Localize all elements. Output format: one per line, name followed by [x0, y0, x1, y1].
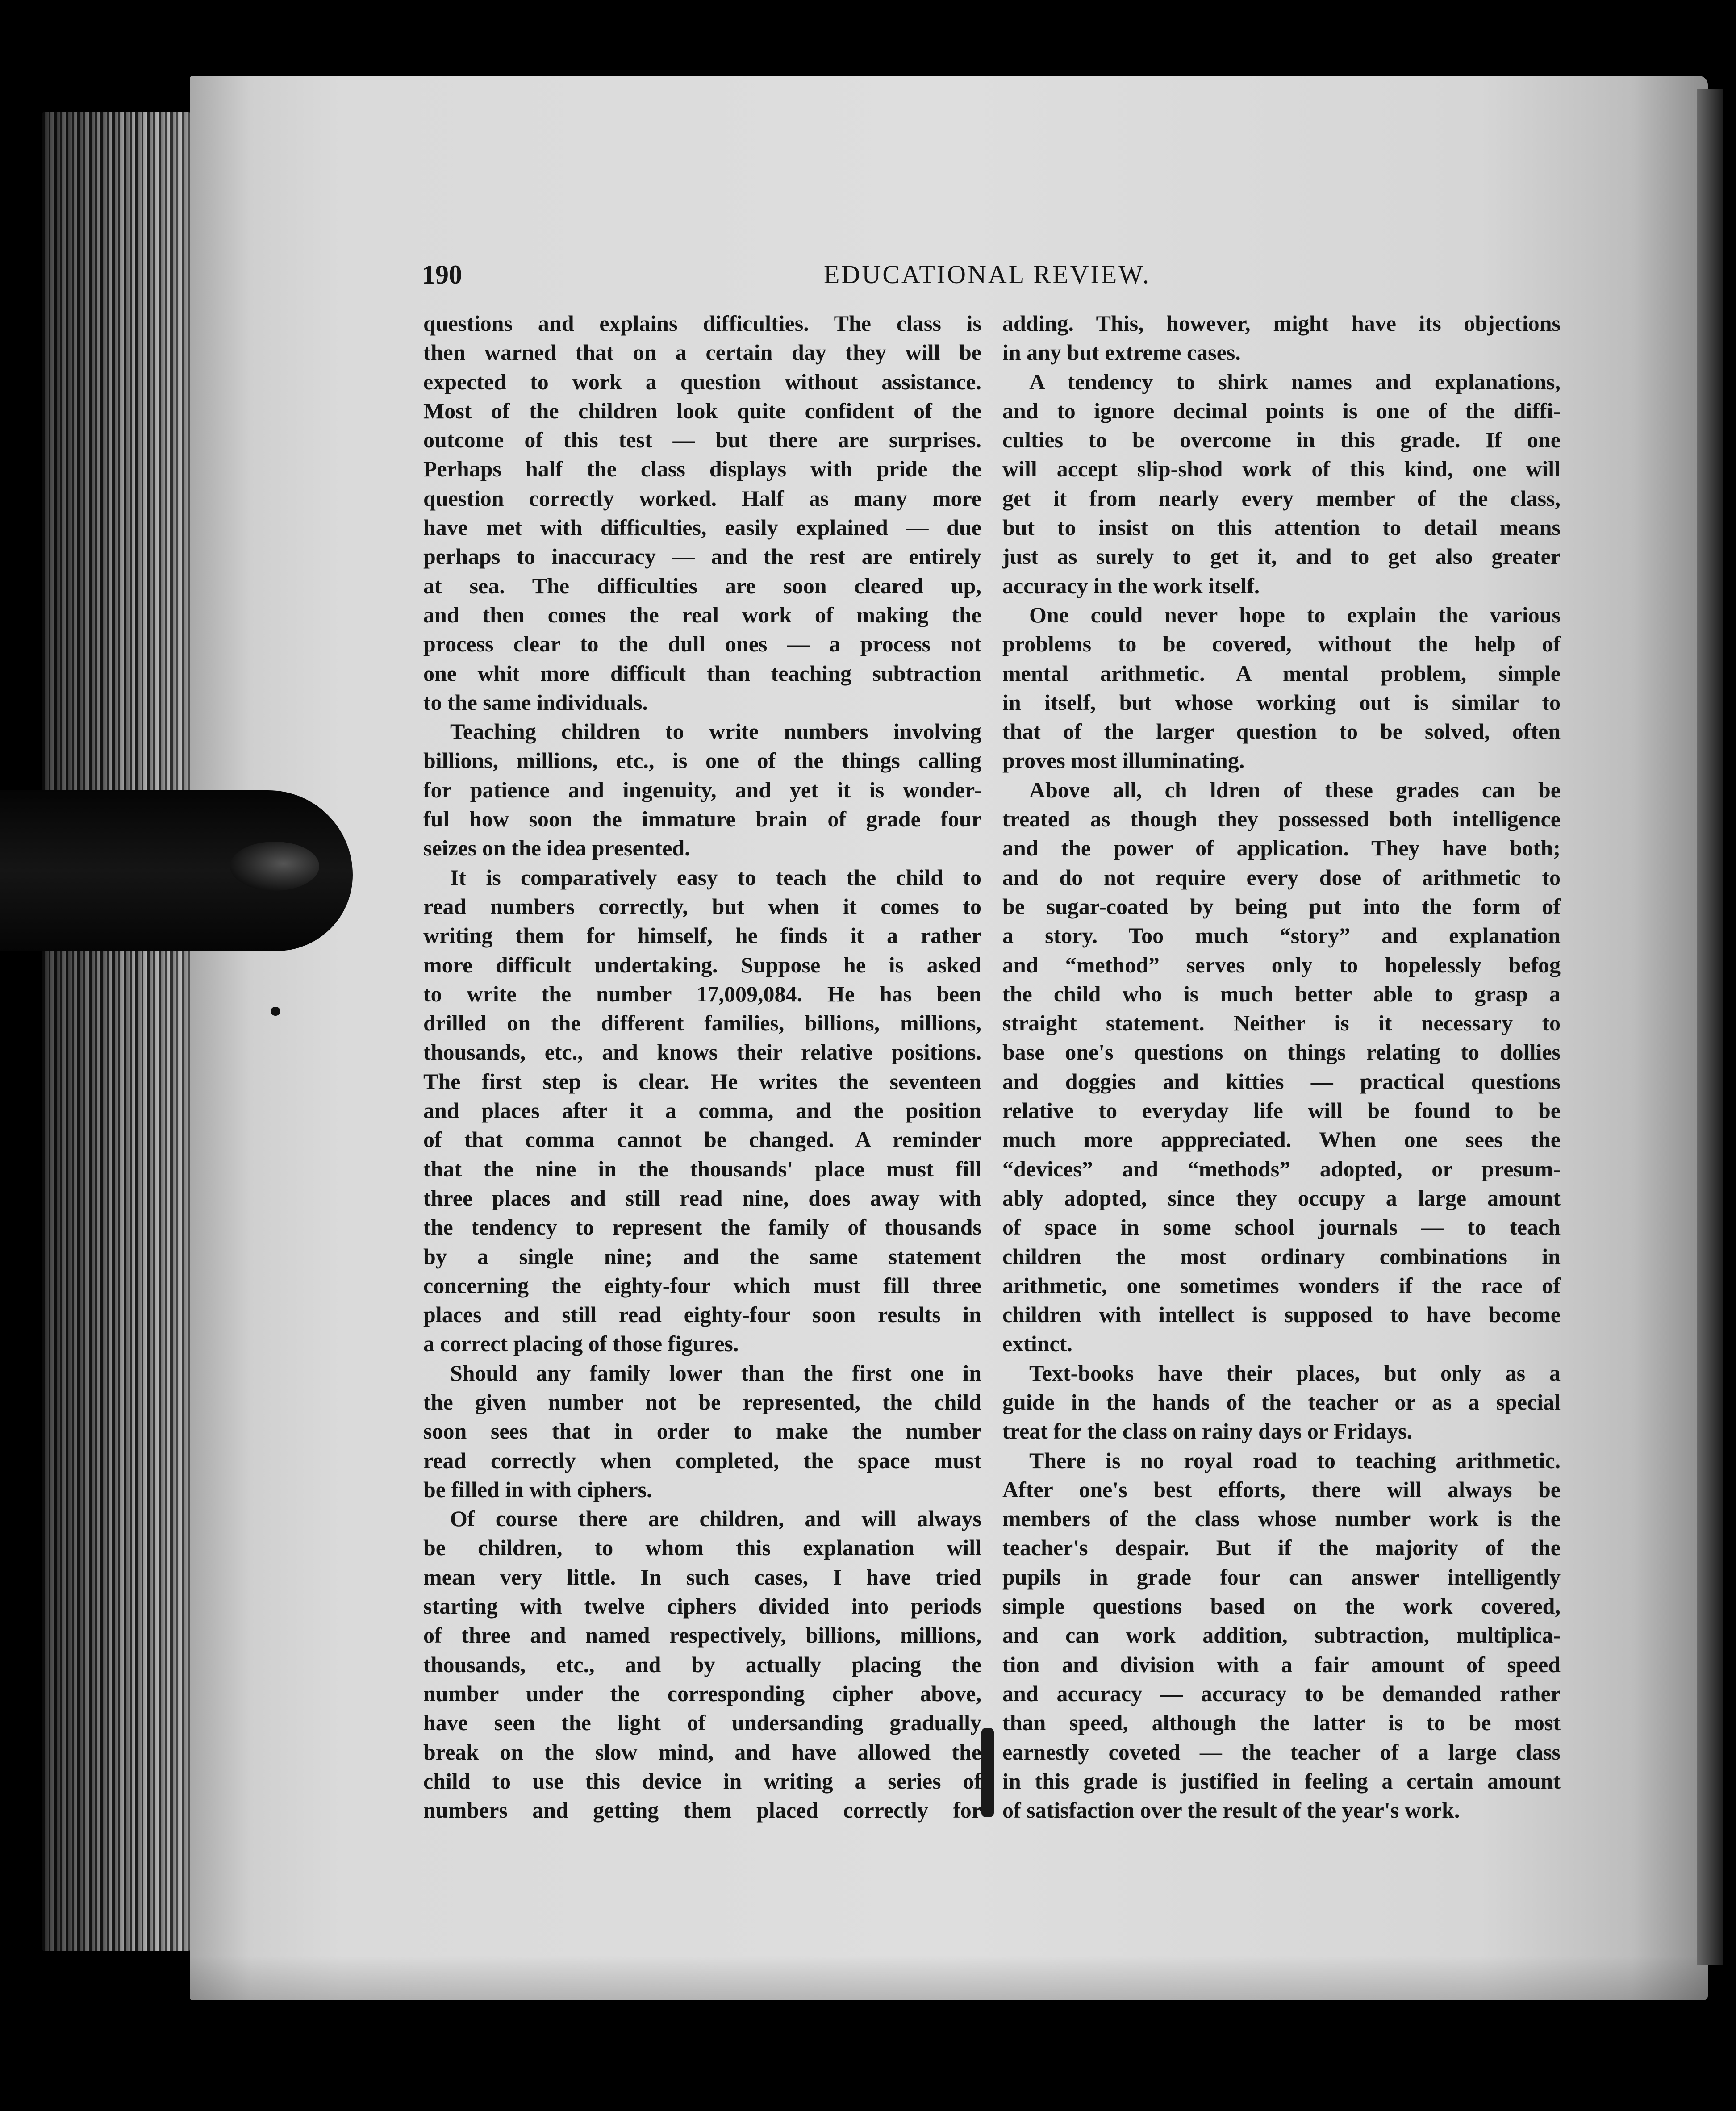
left-column-line: perhaps to inaccuracy — and the rest are entirely [423, 544, 981, 569]
left-column-line: have seen the light of undersanding gradually [423, 1710, 981, 1736]
left-column-line: soon sees that in order to make the number [423, 1418, 981, 1444]
left-column-line: questions and explains difficulties. The class is [423, 311, 981, 336]
right-column-line: guide in the hands of the teacher or as a special [1002, 1389, 1561, 1414]
left-column-line: three places and still read nine, does away with [423, 1185, 981, 1210]
left-column-line: Perhaps half the class displays with pride the [423, 456, 981, 482]
left-column-line: outcome of this test — but there are surprises. [423, 427, 981, 453]
right-column-line: pupils in grade four can answer intelligently [1002, 1564, 1561, 1590]
left-column-line: to the same individuals. [423, 689, 648, 715]
right-column-line: mental arithmetic. A mental problem, simple [1002, 660, 1561, 686]
left-column-line: numbers and getting them placed correctly for [423, 1798, 981, 1823]
left-column-line: and places after it a comma, and the position [423, 1098, 981, 1123]
left-column-line: then warned that on a certain day they will be [423, 340, 981, 365]
left-column-line: It is comparatively easy to teach the child to [450, 864, 981, 890]
page-bottom-shadow [190, 1956, 1708, 2000]
right-column-line: that of the larger question to be solved, often [1002, 719, 1561, 744]
left-column-line: expected to work a question without assistance. [423, 369, 981, 394]
right-column-line: and the power of application. They have both; [1002, 835, 1561, 861]
left-column-line: number under the corresponding cipher above, [423, 1681, 981, 1706]
thumbnail-highlight [230, 842, 319, 891]
right-column-line: of space in some school journals — to teach [1002, 1214, 1561, 1240]
right-column-line: simple questions based on the work covered, [1002, 1594, 1561, 1619]
right-column-line: problems to be covered, without the help of [1002, 631, 1561, 657]
right-column-line: and to ignore decimal points is one of the diffi- [1002, 398, 1561, 423]
right-column-line: tion and division with a fair amount of speed [1002, 1652, 1561, 1677]
right-column-line: A tendency to shirk names and explanations, [1029, 369, 1561, 394]
left-column-line: more difficult undertaking. Suppose he is asked [423, 952, 981, 977]
right-column-line: and “method” serves only to hopelessly befog [1002, 952, 1561, 977]
right-column-line: One could never hope to explain the various [1029, 602, 1561, 627]
ink-speck [271, 1007, 280, 1016]
right-column-line: a story. Too much “story” and explanation [1002, 923, 1561, 948]
right-column-line: Text-books have their places, but only as a [1029, 1360, 1561, 1385]
right-column-line: There is no royal road to teaching arithmetic. [1029, 1448, 1561, 1473]
gutter-ink-mark [981, 1728, 994, 1817]
left-column-line: The first step is clear. He writes the seventeen [423, 1068, 981, 1094]
journal-title: EDUCATIONAL REVIEW. [824, 260, 1151, 289]
page-right-edge [1697, 89, 1723, 1965]
right-column-line: arithmetic, one sometimes wonders if the race of [1002, 1272, 1561, 1298]
left-column-line: Of course there are children, and will always [450, 1506, 981, 1531]
right-column-line: of satisfaction over the result of the year's work. [1002, 1798, 1460, 1823]
left-column-line: Teaching children to write numbers involving [450, 719, 981, 744]
left-column-line: writing them for himself, he finds it a rather [423, 923, 981, 948]
left-column-line: places and still read eighty-four soon results in [423, 1302, 981, 1327]
right-column-line: Above all, ch ldren of these grades can be [1029, 777, 1561, 802]
left-column-line: drilled on the different families, billions, millions, [423, 1010, 981, 1036]
left-column-line: be children, to whom this explanation will [423, 1535, 981, 1560]
left-column-line: a correct placing of those figures. [423, 1331, 739, 1356]
left-column-line: concerning the eighty-four which must fill three [423, 1272, 981, 1298]
left-column-line: and then comes the real work of making the [423, 602, 981, 627]
left-column-line: mean very little. In such cases, I have tried [423, 1564, 981, 1590]
left-column-line: process clear to the dull ones — a process not [423, 631, 981, 657]
left-column-line: read numbers correctly, but when it comes to [423, 893, 981, 919]
right-column-line: than speed, although the latter is to be most [1002, 1710, 1561, 1736]
left-column-line: at sea. The difficulties are soon cleared up, [423, 573, 981, 598]
right-column-line: culties to be overcome in this grade. If one [1002, 427, 1561, 453]
left-column-line: by a single nine; and the same statement [423, 1243, 981, 1269]
right-column-line: the child who is much better able to grasp a [1002, 981, 1561, 1006]
right-column-line: straight statement. Neither is it necessary to [1002, 1010, 1561, 1036]
right-column-line: ably adopted, since they occupy a large amount [1002, 1185, 1561, 1210]
left-column-line: the tendency to represent the family of thousands [423, 1214, 981, 1240]
left-column-line: Most of the children look quite confident of the [423, 398, 981, 423]
left-column-line: thousands, etc., and by actually placing the [423, 1652, 981, 1677]
left-column-line: be filled in with ciphers. [423, 1477, 652, 1502]
right-column-line: and can work addition, subtraction, multiplica- [1002, 1623, 1561, 1648]
right-column-line: much more apppreciated. When one sees the [1002, 1127, 1561, 1152]
left-column-line: child to use this device in writing a series of [423, 1768, 981, 1794]
right-column-line: extinct. [1002, 1331, 1072, 1356]
left-column-line: Should any family lower than the first one in [450, 1360, 981, 1385]
right-column-line: and accuracy — accuracy to be demanded rather [1002, 1681, 1561, 1706]
right-column-line: treat for the class on rainy days or Fridays. [1002, 1418, 1413, 1444]
right-column-line: base one's questions on things relating to dollies [1002, 1039, 1561, 1065]
left-column-line: one whit more difficult than teaching subtraction [423, 660, 981, 686]
left-column-line: read correctly when completed, the space must [423, 1448, 981, 1473]
right-column-line: children with intellect is supposed to have become [1002, 1302, 1561, 1327]
left-column-line: seizes on the idea presented. [423, 835, 690, 861]
right-column-line: in any but extreme cases. [1002, 340, 1241, 365]
right-column-line: in itself, but whose working out is similar to [1002, 689, 1561, 715]
left-column-line: ful how soon the immature brain of grade four [423, 806, 981, 832]
right-column-line: in this grade is justified in feeling a certain amount [1002, 1768, 1561, 1794]
right-column-line: relative to everyday life will be found to be [1002, 1098, 1561, 1123]
left-column-line: of three and named respectively, billions, millions, [423, 1623, 981, 1648]
right-column-line: but to insist on this attention to detail means [1002, 515, 1561, 540]
page-stack-shadow [42, 112, 190, 1951]
left-column-line: thousands, etc., and knows their relative positions. [423, 1039, 981, 1065]
right-column [1002, 309, 1561, 1825]
left-column-line: have met with difficulties, easily explained — due [423, 515, 981, 540]
right-column-line: teacher's despair. But if the majority of the [1002, 1535, 1561, 1560]
left-column-line: question correctly worked. Half as many more [423, 485, 981, 511]
left-column-line: starting with twelve ciphers divided into periods [423, 1594, 981, 1619]
right-column-line: earnestly coveted — the teacher of a large class [1002, 1739, 1561, 1765]
right-column-line: and do not require every dose of arithmetic to [1002, 864, 1561, 890]
right-column-line: accuracy in the work itself. [1002, 573, 1260, 598]
right-column-line: just as surely to get it, and to get also greater [1002, 544, 1561, 569]
right-column-line: After one's best efforts, there will always be [1002, 1477, 1561, 1502]
left-column-line: that the nine in the thousands' place must fill [423, 1156, 981, 1181]
right-column-line: get it from nearly every member of the class, [1002, 485, 1561, 511]
right-column-line: be sugar-coated by being put into the form of [1002, 893, 1561, 919]
right-column-line: will accept slip-shod work of this kind, one will [1002, 456, 1561, 482]
right-column-line: children the most ordinary combinations in [1002, 1243, 1561, 1269]
left-column-line: billions, millions, etc., is one of the things calling [423, 748, 981, 773]
left-column-line: break on the slow mind, and have allowed the [423, 1739, 981, 1765]
left-column-line: for patience and ingenuity, and yet it is wonder- [423, 777, 981, 802]
right-column-line: adding. This, however, might have its objections [1002, 311, 1561, 336]
right-column-line: treated as though they possessed both intelligence [1002, 806, 1561, 832]
right-column-line: proves most illuminating. [1002, 748, 1245, 773]
left-column-line: the given number not be represented, the child [423, 1389, 981, 1414]
right-column-line: “devices” and “methods” adopted, or presum- [1002, 1156, 1561, 1181]
right-column-line: members of the class whose number work is the [1002, 1506, 1561, 1531]
left-column-line: to write the number 17,009,084. He has been [423, 981, 981, 1006]
left-column-line: of that comma cannot be changed. A reminder [423, 1127, 981, 1152]
running-head [422, 254, 1159, 295]
left-column [423, 309, 981, 1825]
right-column-line: and doggies and kitties — practical questions [1002, 1068, 1561, 1094]
page-number: 190 [422, 260, 462, 289]
